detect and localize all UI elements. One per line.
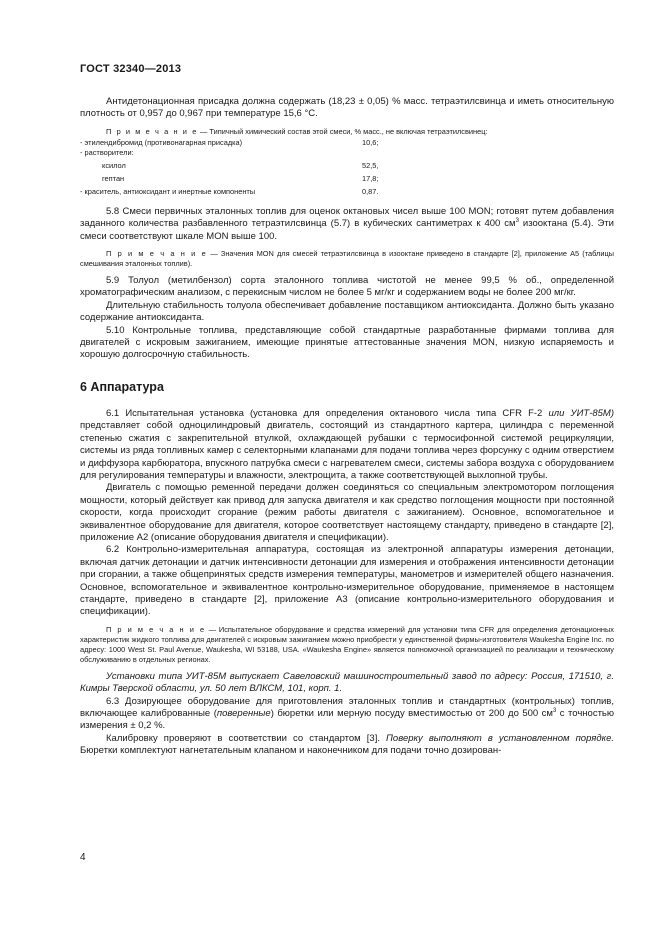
component-name: ксилол — [102, 160, 126, 170]
superscript: 3 — [552, 708, 557, 714]
component-value: 10,6; — [362, 137, 379, 147]
paragraph-engine-drive: Двигатель с помощью ременной передачи должен соединяться со специальным электромотором поглощения мощности, который действует как привод для запуска двигателя и как средство поглощения мощности при постоянной скорости, когда происходит сгорание (режим работы двигателя с зажиганием). Основное, вспомогательное и эквивалентное оборудование для двигателя, которое соответствует настоящему стандарту, приведено в стандарте [2], приложение А2 (описание оборудования двигателя и спецификации). — [80, 482, 614, 543]
note-label: П р и м е ч а н и е — [106, 249, 208, 259]
paragraph-antiknock: Антидетонационная присадка должна содержать (18,23 ± 0,05) % масс. тетраэтилсвинца и иметь относительную плотность от 0,957 до 0,967 при температуре 15,6 °С. — [80, 96, 614, 120]
note-text: — Значения MON для смесей тетраэтилсвинца в изооктане приведено в стандарте [2], приложение А5 (таблицы смешивания эталонных топлив). — [80, 249, 614, 269]
composition-row — [80, 138, 614, 148]
text-run: Калибровку проверяют в соответствии со стандартом [3]. — [106, 732, 387, 744]
text-run: ) бюретки или мерную посуду вместимостью от 200 до 500 см — [270, 708, 553, 719]
text-run: представляет собой одноцилиндровый двигатель, состоящий из стандартного картера, цилиндра с переменной степенью сжатия с закрепительной втулкой, охлаждающей рубашки с термосифонной системой рециркуляции, системы из ряда топливных камер с селекторными клапанами для подачи топлива через форсунку с одним отверстием и диффузора карбюратора, впускного патрубка смеси с нагревателем смеси, системы забора воздуха с оборудованием для регулирования температуры и влажности, электрощита, а также соответствующей выхлопной трубы. — [80, 420, 614, 481]
text-run: 6.1 Испытательная установка (установка для определения октанового числа типа CFR F-2 — [106, 407, 549, 419]
component-value: 0,87. — [362, 186, 379, 196]
paragraph-5-8 — [80, 206, 614, 243]
page-header-title: ГОСТ 32340—2013 — [80, 63, 182, 75]
note-text: — Испытательное оборудование и средства измерений для установки типа CFR для определения детонационных характеристик жидкого топлива для двигателей с искровым зажиганием можно приобрести у единственной фирмы-изготовителя Waukesha Engine Inc. по адресу: 1000 West St. Paul Avenue, Waukesha, WI 53188, USA. «Waukesha Engine» является полномочной организацией по реализации и техническому обслуживанию в отдельных регионах. — [80, 624, 614, 664]
component-name: - этилендибромид (противонагарная присадка) — [80, 137, 243, 147]
superscript: 3 — [515, 218, 519, 225]
paragraph-6-1 — [80, 408, 614, 482]
text-run: 5.8 Смеси первичных эталонных топлив для оценок октановых чисел выше 100 MON; готовят путем добавления заданного количества разбавленного тетраэтилсвинца (5.7) в кубических сантиметрах к 400 см — [80, 205, 614, 230]
text-run-italic: Поверку выполняют в установленном порядке. — [386, 732, 614, 744]
note-label: П р и м е ч а н и е — [106, 126, 198, 136]
text-run-italic: или УИТ-85М) — [548, 407, 615, 419]
section-heading-apparatus: 6 Аппаратура — [80, 379, 164, 394]
composition-row — [80, 187, 614, 197]
page-number: 4 — [80, 852, 86, 863]
component-name: гептан — [102, 173, 125, 183]
paragraph-6-3 — [80, 696, 614, 733]
component-name: - краситель, антиоксидант и инертные компоненты — [80, 186, 256, 196]
note-label: П р и м е ч а н и е — [106, 624, 206, 634]
note-mon-values — [80, 249, 614, 269]
composition-row — [80, 148, 614, 158]
component-value: 17,8; — [362, 173, 379, 183]
text-run: изооктана (5.4). Эти смеси соответствуют шкале MON выше 100. — [80, 218, 614, 242]
note-composition — [80, 127, 614, 137]
composition-list — [80, 138, 614, 197]
text-run: Бюретки комплектуют нагнетательным клапаном и наконечником для подачи точно дозирован- — [80, 745, 502, 757]
paragraph-5-9: 5.9 Толуол (метилбензол) сорта эталонного топлива чистотой не менее 99,5 % об., определенной хроматографическим анализом, с перекисным числом не более 5 мг/кг и содержанием воды не более 200 мг/кг. — [80, 275, 614, 299]
composition-row — [80, 161, 614, 171]
note-equipment-supplier — [80, 625, 614, 665]
paragraph-uit-85m: Установки типа УИТ-85М выпускает Савеловский машиностроительный завод по адресу: Россия, 171510, г. Кимры Тверской области, ул. 50 лет ВЛКСМ, 101, корп. 1. — [80, 670, 614, 695]
text-run-italic: поверенные — [216, 708, 271, 719]
paragraph-5-10: 5.10 Контрольные топлива, представляющие собой стандартные разработанные фирмами топлива для двигателей с искровым зажиганием, имеющие принятые аттестованные значения MON, низкую испаряемость и хорошую долгосрочную стабильность. — [80, 324, 614, 361]
paragraph-calibration — [80, 733, 614, 758]
component-name: - растворители: — [80, 147, 134, 157]
note-text: — Типичный химический состав этой смеси, % масс., не включая тетраэтилсвинец: — [197, 126, 488, 136]
paragraph-toluene-stability: Длительную стабильность толуола обеспечивает добавление поставщиком антиоксиданта. Должно быть указано содержание антиоксиданта. — [80, 299, 614, 324]
component-value: 52,5, — [362, 160, 379, 170]
paragraph-6-2: 6.2 Контрольно-измерительная аппаратура, состоящая из электронной аппаратуры измерения детонации, включая датчик детонации и датчик интенсивности детонации для измерения и отображения интенсивности детонации при сгорании, а также общепринятых средств измерения температуры, манометров и измерителей общего назначения. Основное, вспомогательное и эквивалентное контрольно-измерительное оборудование, применяемое в настоящем стандарте, приведено в стандарте [2], приложение А3 (описание контрольно-измерительного оборудования и спецификации). — [80, 544, 614, 618]
page-content — [80, 96, 614, 758]
text-run: с точностью измерения ± 0,2 %. — [80, 708, 614, 732]
composition-row — [80, 174, 614, 184]
text-run: 6.3 Дозирующее оборудование для приготовления эталонных топлив и стандартных (контрольных) топлив, включающее калиброванные ( — [80, 695, 614, 719]
